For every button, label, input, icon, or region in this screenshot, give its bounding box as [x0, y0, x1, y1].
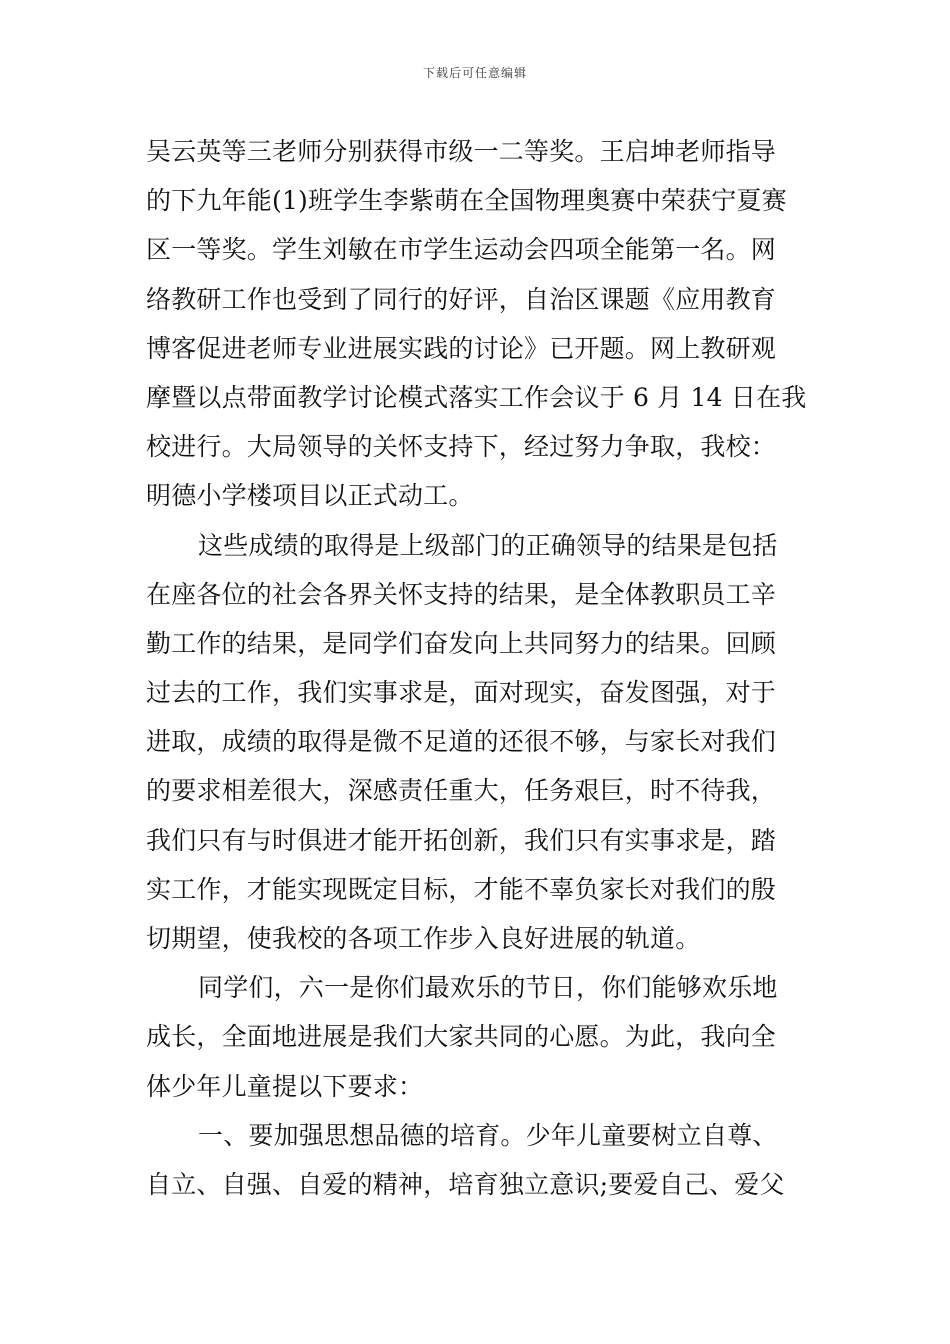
text-line: 勤工作的结果，是同学们奋发向上共同努力的结果。回顾: [146, 628, 777, 658]
text-line: 络教研工作也受到了同行的好评，自治区课题《应用教育: [146, 284, 777, 314]
text-line: 体少年儿童提以下要求：: [146, 1071, 424, 1101]
text-line: 实工作，才能实现既定目标，才能不辜负家长对我们的殷: [146, 874, 777, 904]
text-line: 进取，成绩的取得是微不足道的还很不够，与家长对我们: [146, 727, 777, 757]
text-line: 的要求相差很大，深感责任重大，任务艰巨，时不待我，: [146, 776, 777, 806]
text-line: 成长，全面地进展是我们大家共同的心愿。为此，我向全: [146, 1022, 777, 1052]
text-line: 明德小学楼项目以正式动工。: [146, 481, 474, 511]
text-line: 切期望，使我校的各项工作步入良好进展的轨道。: [146, 924, 701, 953]
document-body: [146, 127, 806, 1209]
text-line: 我们只有与时俱进才能开拓创新，我们只有实事求是，踏: [146, 825, 777, 855]
text-line: 同学们，六一是你们最欢乐的节日，你们能够欢乐地: [198, 973, 778, 1003]
text-line: 校进行。大局领导的关怀支持下，经过努力争取，我校：: [146, 432, 777, 462]
paragraph-4: [146, 1111, 806, 1209]
page-header: 下载后可任意编辑: [422, 66, 527, 80]
text-line: 区一等奖。学生刘敏在市学生运动会四项全能第一名。网: [146, 235, 777, 265]
text-line: 吴云英等三老师分别获得市级一二等奖。王启坤老师指导: [146, 137, 777, 166]
paragraph-3: [146, 963, 806, 1111]
text-line: 这些成绩的取得是上级部门的正确领导的结果是包括: [198, 530, 778, 560]
text-line: 博客促进老师专业进展实践的讨论》已开题。网上教研观: [146, 333, 777, 363]
paragraph-1: [146, 127, 806, 521]
text-line: 过去的工作，我们实事求是，面对现实，奋发图强，对于: [146, 678, 777, 708]
text-line: 一、要加强思想品德的培育。少年儿童要树立自尊、: [198, 1120, 778, 1150]
text-line: 摩暨以点带面教学讨论模式落实工作会议于 6 月 14 日在我: [146, 382, 807, 412]
text-line: 自立、自强、自爱的精神，培育独立意识;要爱自己、爱父: [146, 1169, 785, 1199]
text-line: 在座各位的社会各界关怀支持的结果，是全体教职员工辛: [146, 579, 777, 609]
paragraph-2: [146, 521, 806, 964]
text-line: 的下九年能(1)班学生李紫萌在全国物理奥赛中荣获宁夏赛: [146, 186, 787, 216]
